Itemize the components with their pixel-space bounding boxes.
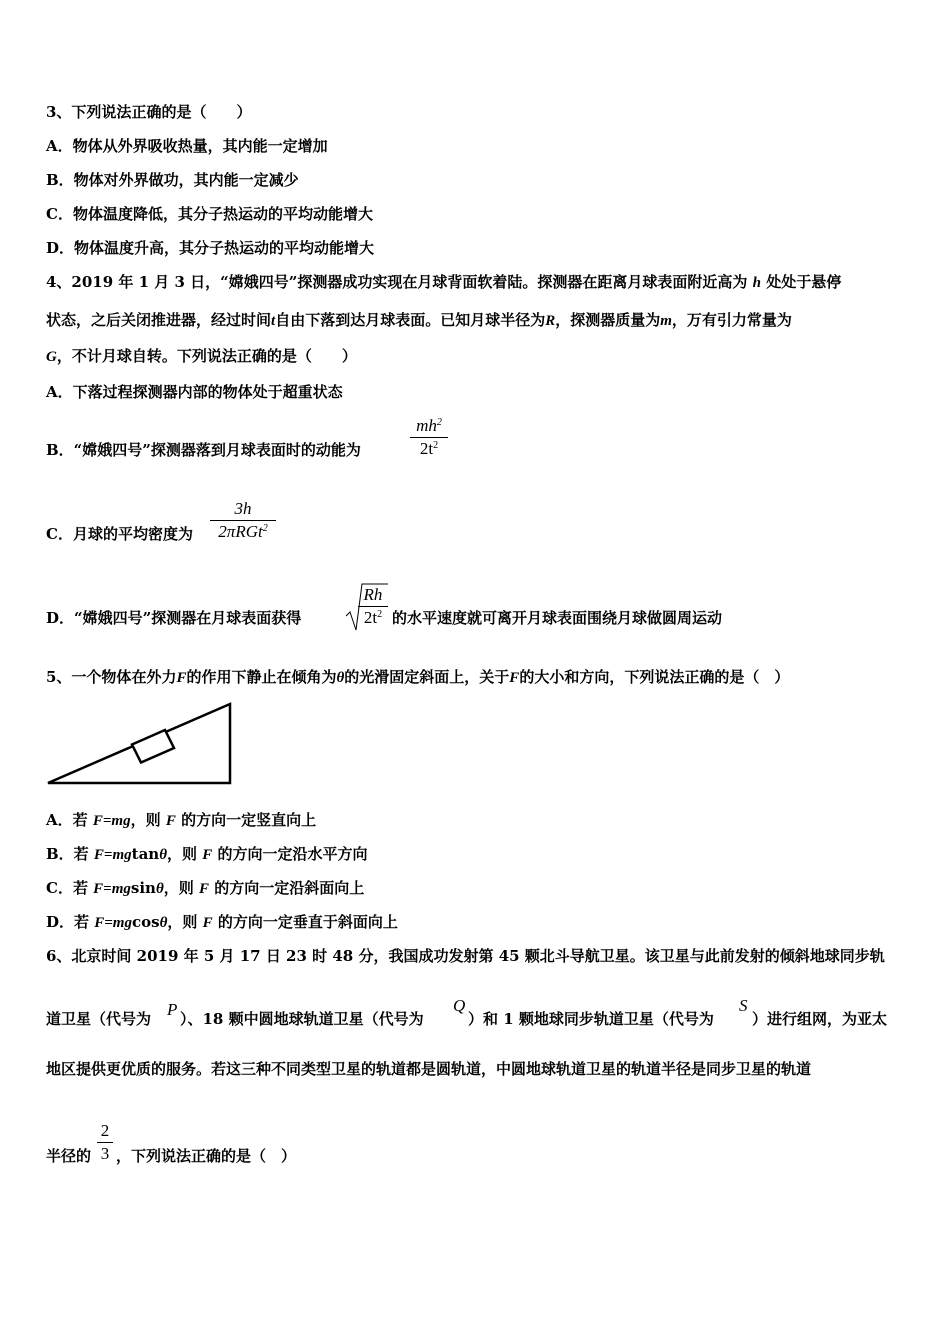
q4-option-d-part1: D．“嫦娥四号”探测器在月球表面获得	[46, 609, 302, 627]
q5-option-c: C．若 F=mgsinθ，则 F 的方向一定沿斜面向上	[46, 879, 365, 897]
q4-stem-line3: G，不计月球自转。下列说法正确的是（ ）	[46, 347, 357, 365]
symbol-P: P	[167, 1000, 178, 1019]
q6-fraction-two-thirds: 2 3	[97, 1120, 113, 1165]
q4-option-d-part2: 的水平速度就可离开月球表面围绕月球做圆周运动	[392, 609, 723, 627]
block-on-incline	[132, 730, 174, 763]
q6-stem-line2-b: ）、18 颗中圆地球轨道卫星（代号为	[180, 1010, 424, 1028]
q3-option-b: B．物体对外界做功，其内能一定减少	[46, 171, 299, 189]
q6-stem-line1: 6、北京时间 2019 年 5 月 17 日 23 时 48 分，我国成功发射第 45 颗北斗导航卫星。该卫星与此前发射的倾斜地球同步轨	[46, 947, 885, 965]
inclined-plane-diagram	[44, 700, 244, 788]
var-h: h	[752, 275, 762, 291]
q6-stem-line2-c: ）和 1 颗地球同步轨道卫星（代号为	[468, 1010, 714, 1028]
q4-option-a: A．下落过程探测器内部的物体处于超重状态	[46, 383, 343, 401]
var-G: G	[46, 349, 57, 365]
q5-option-a: A．若 F=mg，则 F 的方向一定竖直向上	[46, 811, 317, 829]
q6-stem-line4-b: ，下列说法正确的是（ ）	[116, 1147, 297, 1165]
var-m: m	[660, 313, 672, 329]
symbol-Q: Q	[453, 996, 466, 1015]
var-t: t	[271, 313, 276, 329]
q4-option-c-fraction: 3h 2πRGt$^2$	[210, 498, 276, 543]
q5-option-b: B．若 F=mgtanθ，则 F 的方向一定沿水平方向	[46, 845, 368, 863]
q4-option-b-fraction: $mh^2$ $2t^2$	[410, 415, 448, 460]
var-theta: θ	[336, 670, 345, 686]
q3-option-d: D．物体温度升高，其分子热运动的平均动能增大	[46, 239, 375, 257]
q5-stem: 5、一个物体在外力F的作用下静止在倾角为θ的光滑固定斜面上，关于F的大小和方向，下列说法正确的是（ ）	[46, 668, 790, 686]
q3-option-c: C．物体温度降低，其分子热运动的平均动能增大	[46, 205, 373, 223]
q4-stem-line2: 状态，之后关闭推进器，经过时间t自由下落到达月球表面。已知月球半径为R，探测器质量为m，万有引力常量为	[46, 311, 792, 329]
q6-stem-line2-d: ）进行组网，为亚太	[752, 1010, 888, 1028]
symbol-S: S	[739, 996, 748, 1015]
q6-stem-line2-a: 道卫星（代号为	[46, 1010, 152, 1028]
q4-option-d-fraction: Rh $2t^2$	[358, 584, 388, 629]
q3-stem: 3、下列说法正确的是（ ）	[46, 103, 252, 121]
q4-stem-line1: 4、2019 年 1 月 3 日，“嫦娥四号”探测器成功实现在月球背面软着陆。探测器在距离月球表面附近高为 h 处处于悬停	[46, 273, 842, 291]
q6-stem-line3: 地区提供更优质的服务。若这三种不同类型卫星的轨道都是圆轨道，中圆地球轨道卫星的轨道半径是同步卫星的轨道	[46, 1060, 812, 1078]
var-R: R	[545, 313, 556, 329]
q5-option-d: D．若 F=mgcosθ，则 F 的方向一定垂直于斜面向上	[46, 913, 398, 931]
q4-option-c: C．月球的平均密度为	[46, 525, 193, 543]
q4-option-b: B．“嫦娥四号”探测器落到月球表面时的动能为	[46, 441, 361, 459]
q6-stem-line4-a: 半径的	[46, 1147, 92, 1165]
q3-option-a: A．物体从外界吸收热量，其内能一定增加	[46, 137, 328, 155]
var-F: F	[176, 670, 187, 686]
